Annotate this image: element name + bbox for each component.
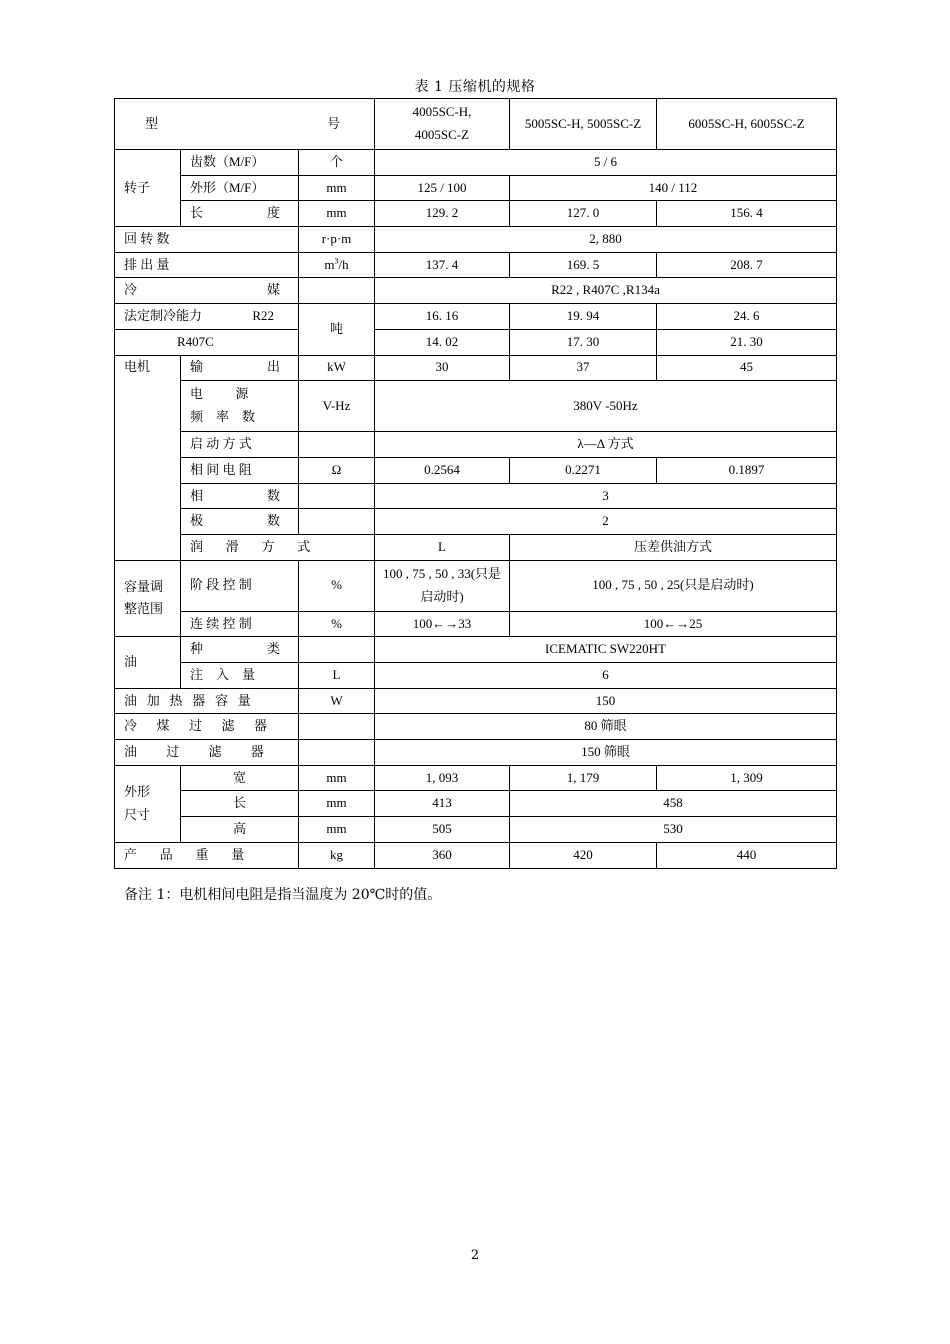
- rotor-group: 转子: [115, 150, 181, 227]
- table-row: [115, 663, 837, 689]
- table-row: [115, 740, 837, 766]
- row-label: 外形（M/F）: [181, 175, 299, 201]
- row-value: 360: [375, 842, 510, 868]
- table-row: [115, 278, 837, 304]
- table-row: [115, 611, 837, 637]
- row-label: 注 入 量: [181, 663, 299, 689]
- row-unit: %: [299, 611, 375, 637]
- row-value: 37: [510, 355, 657, 381]
- row-unit: mm: [299, 791, 375, 817]
- table-row: [115, 304, 837, 330]
- row-value: 125 / 100: [375, 175, 510, 201]
- row-unit: mm: [299, 817, 375, 843]
- row-unit: 个: [299, 150, 375, 176]
- row-value: 127. 0: [510, 201, 657, 227]
- row-value: 380V -50Hz: [375, 381, 837, 432]
- table-row: [115, 201, 837, 227]
- capacity-r407c-label: R407C: [115, 329, 299, 355]
- row-value: ICEMATIC SW220HT: [375, 637, 837, 663]
- row-value: 100 , 75 , 50 , 33(只是启动时): [375, 560, 510, 611]
- row-unit: r·p·m: [299, 227, 375, 253]
- capacity-label: 法定制冷能力 R22: [115, 304, 299, 330]
- model-header: 型 号: [115, 99, 375, 150]
- oil-group: 油: [115, 637, 181, 688]
- row-value: 6: [375, 663, 837, 689]
- row-value: 0.1897: [657, 457, 837, 483]
- table-caption: 表 1 压缩机的规格: [414, 79, 536, 95]
- row-unit: mm: [299, 201, 375, 227]
- model-col2: 5005SC-H, 5005SC-Z: [510, 99, 657, 150]
- row-value: 17. 30: [510, 329, 657, 355]
- row-value: 14. 02: [375, 329, 510, 355]
- row-unit: [299, 509, 375, 535]
- row-label: 油 过 滤 器: [115, 740, 299, 766]
- row-label: 回 转 数: [115, 227, 299, 253]
- table-row: [115, 329, 837, 355]
- row-value: 100 , 75 , 50 , 25(只是启动时): [510, 560, 837, 611]
- row-label: 启 动 方 式: [181, 432, 299, 458]
- row-unit: kW: [299, 355, 375, 381]
- row-label: 产 品 重 量: [115, 842, 299, 868]
- row-unit: %: [299, 560, 375, 611]
- row-label: 种 类: [181, 637, 299, 663]
- row-unit: $m^3/h$: [299, 252, 375, 278]
- row-value: 3: [375, 483, 837, 509]
- row-label: 极 数: [181, 509, 299, 535]
- row-value: 45: [657, 355, 837, 381]
- row-value: 420: [510, 842, 657, 868]
- row-unit: [299, 278, 375, 304]
- row-label: 连 续 控 制: [181, 611, 299, 637]
- table-row: [115, 432, 837, 458]
- row-unit: mm: [299, 765, 375, 791]
- row-value: 413: [375, 791, 510, 817]
- row-unit: [299, 637, 375, 663]
- row-value: 2, 880: [375, 227, 837, 253]
- row-label: 电 源 频 率 数: [181, 381, 299, 432]
- row-unit: W: [299, 688, 375, 714]
- row-label: 相 间 电 阻: [181, 457, 299, 483]
- row-value: 19. 94: [510, 304, 657, 330]
- row-label: 油 加 热 器 容 量: [115, 688, 299, 714]
- table-row: [115, 714, 837, 740]
- table-row: [115, 457, 837, 483]
- row-label: 排 出 量: [115, 252, 299, 278]
- table-row: [115, 355, 837, 381]
- control-group: 容量调整范围: [115, 560, 181, 637]
- table-row: [115, 227, 837, 253]
- table-row: [115, 688, 837, 714]
- row-label: 冷 煤 过 滤 器: [115, 714, 299, 740]
- row-unit: L: [299, 663, 375, 689]
- row-value: 100←→33: [375, 611, 510, 637]
- row-label: 输 出: [181, 355, 299, 381]
- spec-table: [114, 98, 837, 869]
- table-row: [115, 817, 837, 843]
- footnote: 备注 1：电机相间电阻是指当温度为 20℃时的值。: [124, 887, 442, 903]
- row-value: 5 / 6: [375, 150, 837, 176]
- row-value: 16. 16: [375, 304, 510, 330]
- row-unit: [299, 740, 375, 766]
- table-row: [115, 791, 837, 817]
- table-row: [115, 637, 837, 663]
- row-value: R22 , R407C ,R134a: [375, 278, 837, 304]
- table-row: [115, 381, 837, 432]
- row-value: 140 / 112: [510, 175, 837, 201]
- row-value: 169. 5: [510, 252, 657, 278]
- row-unit: 吨: [299, 304, 375, 355]
- row-value: 压差供油方式: [510, 534, 837, 560]
- row-value: 2: [375, 509, 837, 535]
- motor-group: 电机: [115, 355, 181, 560]
- row-label: 润 滑 方 式: [181, 534, 375, 560]
- row-unit: L: [375, 534, 510, 560]
- row-unit: [299, 483, 375, 509]
- row-value: 150: [375, 688, 837, 714]
- row-value: 440: [657, 842, 837, 868]
- row-value: 1, 179: [510, 765, 657, 791]
- model-col1: 4005SC-H, 4005SC-Z: [375, 99, 510, 150]
- row-value: 208. 7: [657, 252, 837, 278]
- row-value: 21. 30: [657, 329, 837, 355]
- table-row: [115, 175, 837, 201]
- row-value: 530: [510, 817, 837, 843]
- row-unit: V-Hz: [299, 381, 375, 432]
- table-row: [115, 252, 837, 278]
- row-unit: [299, 714, 375, 740]
- table-row: [115, 534, 837, 560]
- table-row: [115, 765, 837, 791]
- row-value: 129. 2: [375, 201, 510, 227]
- row-label: 高: [181, 817, 299, 843]
- table-row: [115, 842, 837, 868]
- row-value: 156. 4: [657, 201, 837, 227]
- row-unit: mm: [299, 175, 375, 201]
- dims-group: 外形尺寸: [115, 765, 181, 842]
- model-col3: 6005SC-H, 6005SC-Z: [657, 99, 837, 150]
- table-row: [115, 483, 837, 509]
- table-header-row: [115, 99, 837, 150]
- row-value: 150 筛眼: [375, 740, 837, 766]
- row-value: 1, 309: [657, 765, 837, 791]
- row-label: 长: [181, 791, 299, 817]
- row-unit: [299, 432, 375, 458]
- row-value: λ—Δ 方式: [375, 432, 837, 458]
- row-label: 相 数: [181, 483, 299, 509]
- row-value: 137. 4: [375, 252, 510, 278]
- row-value: 30: [375, 355, 510, 381]
- row-label: 齿数（M/F）: [181, 150, 299, 176]
- row-value: 100←→25: [510, 611, 837, 637]
- row-unit: Ω: [299, 457, 375, 483]
- row-value: 24. 6: [657, 304, 837, 330]
- row-label: 长 度: [181, 201, 299, 227]
- row-value: 458: [510, 791, 837, 817]
- table-row: [115, 509, 837, 535]
- row-value: 505: [375, 817, 510, 843]
- row-label: 冷 媒: [115, 278, 299, 304]
- row-value: 0.2564: [375, 457, 510, 483]
- row-label: 宽: [181, 765, 299, 791]
- row-value: 0.2271: [510, 457, 657, 483]
- row-unit: kg: [299, 842, 375, 868]
- row-label: 阶 段 控 制: [181, 560, 299, 611]
- row-value: 1, 093: [375, 765, 510, 791]
- table-row: [115, 560, 837, 611]
- table-row: [115, 150, 837, 176]
- page-number: 2: [470, 1248, 480, 1263]
- row-value: 80 筛眼: [375, 714, 837, 740]
